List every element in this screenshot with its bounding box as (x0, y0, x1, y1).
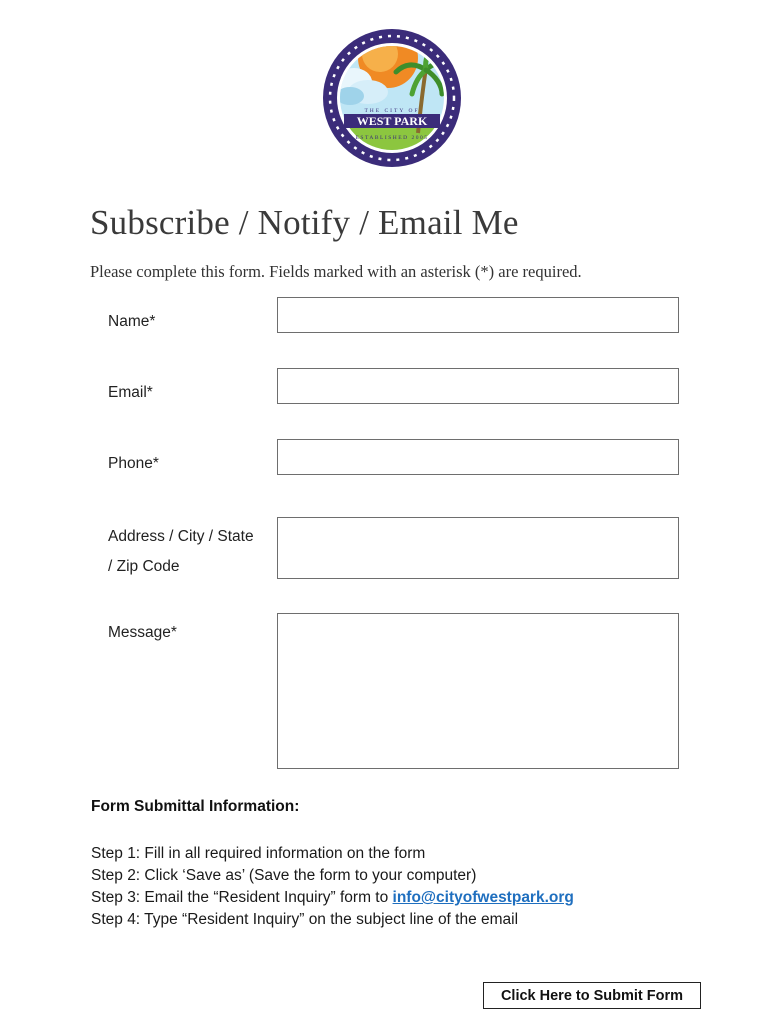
submit-form-button[interactable]: Click Here to Submit Form (483, 982, 701, 1009)
phone-label: Phone* (108, 455, 159, 472)
form-instructions: Please complete this form. Fields marked with an asterisk (*) are required. (90, 262, 582, 281)
submittal-steps-list (91, 843, 574, 931)
address-label-line2: / Zip Code (108, 558, 180, 575)
page-title: Subscribe / Notify / Email Me (90, 203, 519, 242)
step-3 (91, 887, 574, 909)
seal-name-text: WEST PARK (356, 114, 428, 128)
submittal-info-heading: Form Submittal Information: (91, 798, 300, 815)
step-3-text: Step 3: Email the “Resident Inquiry” form to (91, 889, 393, 906)
message-textarea[interactable] (277, 613, 679, 769)
address-input[interactable] (277, 517, 679, 579)
step-1: Step 1: Fill in all required information on the form (91, 845, 426, 862)
address-label-line1: Address / City / State (108, 528, 254, 545)
email-label: Email* (108, 384, 153, 401)
seal-established-text: ESTABLISHED 2005 (355, 135, 429, 141)
step-2: Step 2: Click ‘Save as’ (Save the form to your computer) (91, 867, 477, 884)
seal-top-text: THE CITY OF (364, 108, 420, 114)
email-link[interactable]: info@cityofwestpark.org (392, 889, 574, 906)
email-input[interactable] (277, 368, 679, 404)
step-4: Step 4: Type “Resident Inquiry” on the subject line of the email (91, 911, 519, 928)
name-label: Name* (108, 313, 156, 330)
name-input[interactable] (277, 297, 679, 333)
phone-input[interactable] (277, 439, 679, 475)
message-label: Message* (108, 624, 177, 641)
city-seal-logo (322, 28, 462, 168)
